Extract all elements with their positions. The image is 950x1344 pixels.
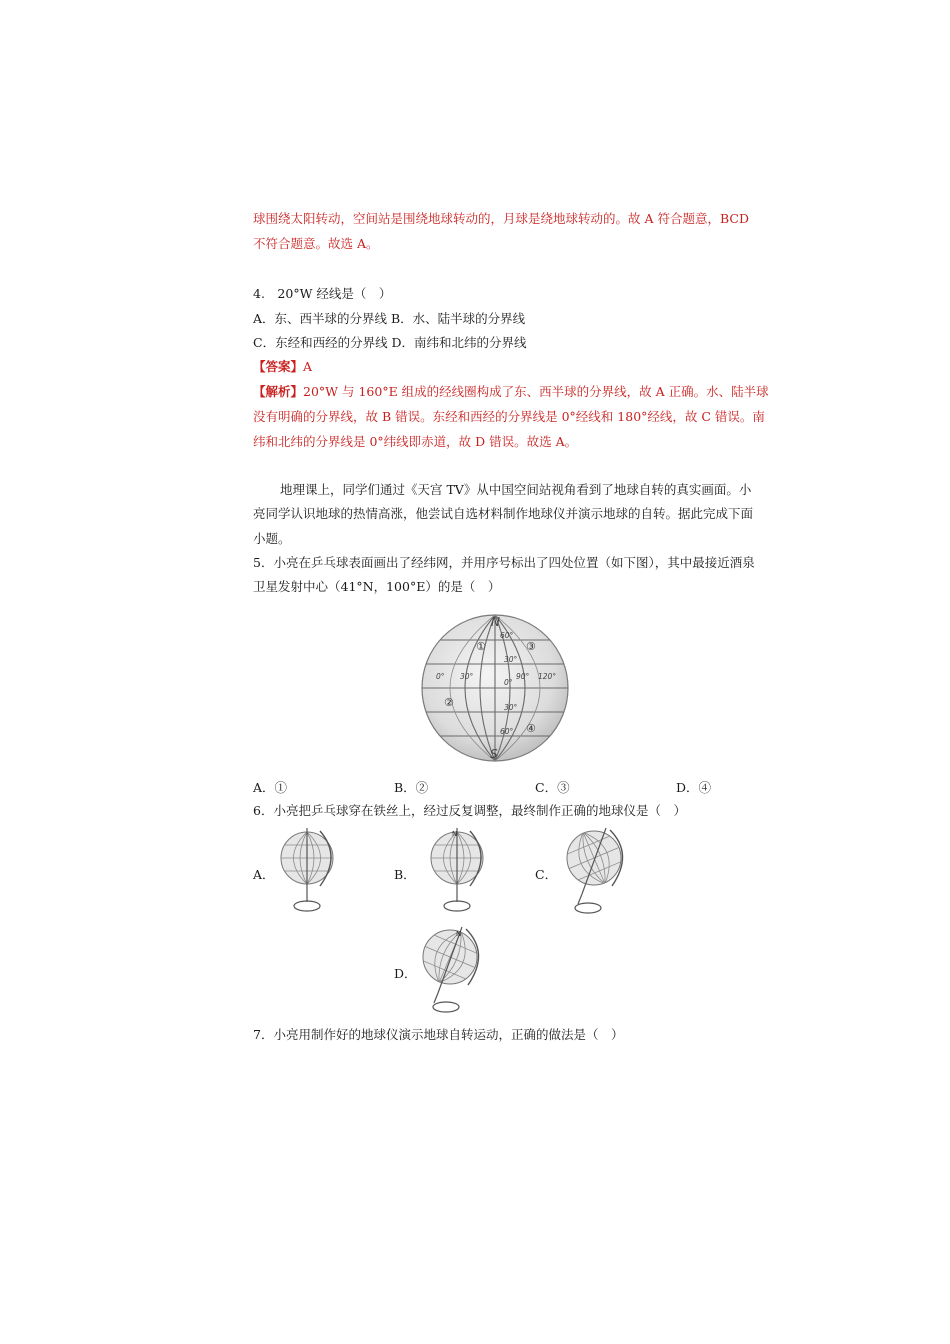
prev-explanation-line-1: 球围绕太阳转动，空间站是围绕地球转动的，月球是绕地球转动的。故 A 符合题意，BCD	[253, 211, 749, 226]
lon-label-90: 90°	[516, 672, 530, 681]
q5-stem-line-1: 5．小亮在乒乓球表面画出了经纬网，并用序号标出了四处位置（如下图），其中最接近酒泉	[253, 555, 755, 570]
q6-stem: 6．小亮把乒乓球穿在铁丝上，经过反复调整，最终制作正确的地球仪是（ ）	[253, 803, 686, 818]
lat-label-60n: 60°	[500, 631, 514, 640]
prev-explanation-line-2: 不符合题意。故选 A。	[253, 236, 379, 251]
q5-globe-figure	[420, 612, 570, 764]
north-label: N	[491, 615, 500, 629]
q4-analysis-line-2: 没有明确的分界线，故 B 错误。东经和西经的分界线是 0°经线和 180°经线，故 C 错误。南	[253, 409, 765, 424]
q6-label-b: B．	[394, 867, 416, 882]
q4-stem: 4. 20°W 经线是（ ）	[253, 286, 392, 301]
marker-2: ②	[444, 696, 454, 709]
north-label-d: N	[456, 930, 462, 938]
analysis-tag: 【解析】	[253, 384, 304, 399]
q5-option-d: D．④	[676, 780, 712, 795]
q5-option-c: C．③	[535, 780, 570, 795]
marker-4: ④	[526, 722, 536, 735]
marker-1: ①	[476, 640, 486, 653]
q7-stem: 7．小亮用制作好的地球仪演示地球自转运动，正确的做法是（ ）	[253, 1027, 624, 1042]
lon-label-0: 0°	[436, 672, 445, 681]
answer-value: A	[303, 359, 313, 374]
lon-label-120: 120°	[538, 672, 557, 681]
passage-line-2: 亮同学认识地球的热情高涨，他尝试自选材料制作地球仪并演示地球的自转。据此完成下面	[253, 506, 754, 521]
q6-globe-d	[416, 925, 496, 1017]
passage-line-1: 地理课上，同学们通过《天宫 TV》从中国空间站视角看到了地球自转的真实画面。小	[280, 482, 752, 497]
north-label-b: N	[452, 830, 458, 838]
q6-globe-b	[424, 826, 494, 916]
lat-label-30n: 30°	[504, 655, 518, 664]
q5-option-a: A．①	[253, 780, 288, 795]
q6-label-c: C．	[535, 867, 558, 882]
south-label: S	[490, 747, 498, 761]
marker-3: ③	[526, 640, 536, 653]
passage-line-3: 小题。	[253, 531, 291, 546]
q6-label-a: A．	[253, 867, 275, 882]
lat-label-0: 0°	[504, 678, 513, 687]
q4-analysis-line-3: 纬和北纬的分界线是 0°纬线即赤道，故 D 错误。故选 A。	[253, 434, 578, 449]
q6-globe-a	[276, 826, 346, 916]
analysis-text-1: 20°W 与 160°E 组成的经线圈构成了东、西半球的分界线，故 A 正确。水、陆半球	[303, 384, 769, 399]
q5-stem-line-2: 卫星发射中心（41°N，100°E）的是（ ）	[253, 579, 501, 594]
q4-options-line-1: A．东、西半球的分界线 B．水、陆半球的分界线	[253, 311, 526, 326]
lat-label-30s: 30°	[504, 703, 518, 712]
lat-label-60s: 60°	[500, 727, 514, 736]
q4-answer	[253, 359, 312, 375]
lon-label-30: 30°	[460, 672, 474, 681]
q4-options-line-2: C．东经和西经的分界线 D．南纬和北纬的分界线	[253, 335, 527, 350]
q6-label-d: D．	[394, 966, 417, 981]
answer-tag: 【答案】	[253, 359, 304, 374]
q4-analysis-line-1	[253, 384, 769, 400]
q5-option-b: B．②	[394, 780, 429, 795]
q6-globe-c	[560, 826, 640, 918]
